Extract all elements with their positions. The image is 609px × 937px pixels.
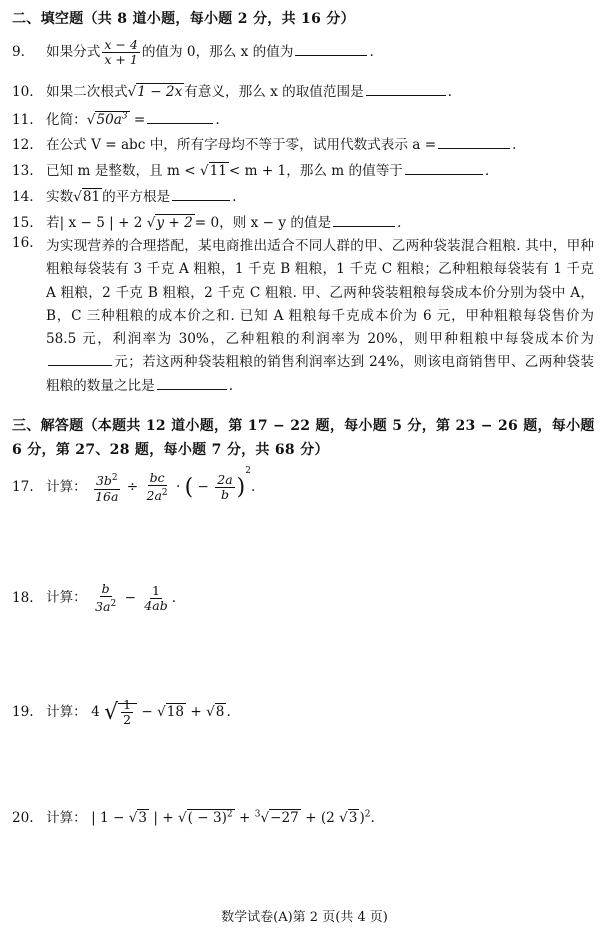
expression-20: | 1 − √3 | + √( − 3)$^2$ + $^3$√−27 + (2 √3 )$^2$. bbox=[91, 809, 375, 826]
question-number: 18. bbox=[12, 589, 34, 606]
question-text: < m + 1，那么 m 的值等于 bbox=[228, 163, 403, 179]
punct: . bbox=[397, 215, 402, 231]
radicand: y + 2 bbox=[156, 215, 193, 231]
question-17 bbox=[12, 466, 255, 504]
question-text: 的平方根是 bbox=[102, 189, 171, 205]
question-text: 有意义，那么 x 的取值范围是 bbox=[184, 84, 364, 100]
expression-17: $\frac{3b^2}{16a}$ ÷ $\frac{bc}{2a^2}$ · ( − $\frac{2a}{b}$ )$^2$. bbox=[95, 466, 256, 504]
question-20 bbox=[12, 806, 375, 826]
question-10 bbox=[12, 80, 452, 100]
question-15 bbox=[12, 211, 401, 231]
question-text: 若| x − 5 | + 2 bbox=[46, 215, 143, 231]
question-number: 9. bbox=[12, 44, 25, 60]
radicand: 1 − 2x bbox=[137, 84, 183, 100]
question-number: 20. bbox=[12, 810, 34, 826]
question-text: 元；若这两种袋装粗粮的销售利润率达到 24%，则该电商销售甲、乙两种袋装粗粮的数量之比是 bbox=[46, 354, 594, 394]
answer-blank[interactable] bbox=[405, 162, 483, 175]
question-19 bbox=[12, 698, 231, 727]
answer-blank[interactable] bbox=[333, 214, 395, 227]
question-text: 如果分式 bbox=[46, 44, 101, 60]
question-number: 14. bbox=[12, 189, 34, 205]
expression-18: $\frac{b}{3a^2}$ − $\frac{1}{4ab}$ . bbox=[95, 581, 177, 615]
question-text: 的值为 0，那么 x 的值为 bbox=[141, 44, 294, 60]
question-number: 11. bbox=[12, 112, 34, 128]
question-18 bbox=[12, 582, 176, 614]
section-3-title: 三、解答题（本题共 12 道小题，第 17 − 22 题，每小题 5 分，第 23 − 26 题，每小题 6 分，第 27、28 题，每小题 7 分，共 68 分） bbox=[12, 418, 595, 458]
question-16-body bbox=[46, 235, 594, 398]
answer-blank[interactable] bbox=[172, 188, 230, 201]
exponent: 3 bbox=[121, 111, 128, 122]
punct: . bbox=[447, 84, 452, 100]
punct: . bbox=[232, 189, 237, 205]
sqrt-icon: √ bbox=[104, 700, 119, 725]
answer-blank[interactable] bbox=[157, 377, 227, 390]
question-number: 13. bbox=[12, 163, 34, 179]
punct: . bbox=[228, 377, 234, 394]
radicand bbox=[95, 111, 129, 128]
question-label: 计算： bbox=[46, 704, 87, 720]
expression-19: 4 √ $\frac{1}{2}$ − √18 + √8 . bbox=[91, 697, 231, 727]
radicand-base: 50a bbox=[96, 112, 122, 128]
answer-blank[interactable] bbox=[295, 43, 367, 56]
answer-blank[interactable] bbox=[147, 111, 213, 124]
question-number: 12. bbox=[12, 137, 34, 153]
question-text: 在公式 V = abc 中，所有字母均不等于零，试用代数式表示 a = bbox=[46, 137, 437, 153]
sqrt-icon: √ bbox=[127, 84, 137, 100]
page-footer: 数学试卷(A)第 2 页(共 4 页) bbox=[221, 910, 388, 925]
question-text: 为实现营养的合理搭配，某电商推出适合不同人群的甲、乙两种袋装混合粗粮. 其中，甲种粗粮每袋装有 3 千克 A 粗粮，1 千克 B 粗粮，1 千克 C 粗粮；乙种粗粮每袋装有 1 千克 A 粗粮，2 千克 B 粗粮，2 千克 C 粗粮. 甲、乙两种袋装粗粮每袋成本价分别为袋中 A，B，C 三种粗粮的成本价之和. 已知 A 粗粮每千克成本价为 6 元，甲种粗粮每袋售价为 58.5 元，利润率为 30%，乙种粗粮的利润率为 20%，则甲种粗粮中每袋成本价为 bbox=[46, 238, 594, 348]
radicand: 11 bbox=[209, 163, 227, 179]
question-13 bbox=[12, 159, 489, 179]
answer-blank[interactable] bbox=[438, 136, 510, 149]
section-2-title: 二、填空题（共 8 道小题，每小题 2 分，共 16 分） bbox=[12, 11, 355, 27]
question-text: 化简： bbox=[46, 112, 87, 128]
punct: . bbox=[215, 112, 220, 128]
question-label: 计算： bbox=[46, 589, 87, 606]
question-number: 17. bbox=[12, 479, 34, 495]
question-16-number: 16. bbox=[12, 235, 34, 251]
sqrt-icon: √ bbox=[73, 189, 82, 205]
sqrt-icon: √ bbox=[195, 163, 209, 179]
answer-blank[interactable] bbox=[48, 353, 112, 366]
equals-sign: = bbox=[129, 112, 146, 128]
answer-blank[interactable] bbox=[366, 83, 446, 96]
question-14 bbox=[12, 185, 236, 205]
question-text: 已知 m 是整数，且 m < bbox=[46, 163, 196, 179]
radicand: 81 bbox=[82, 189, 101, 205]
question-label: 计算： bbox=[46, 810, 87, 826]
punct: . bbox=[369, 44, 374, 60]
question-number: 10. bbox=[12, 84, 34, 100]
question-9 bbox=[12, 38, 374, 67]
fraction-x-minus-4-over-x-plus-1: $\frac{x - 4}{x + 1}$ bbox=[104, 37, 138, 67]
question-text: 实数 bbox=[46, 189, 74, 205]
question-text: = 0，则 x − y 的值是 bbox=[194, 215, 332, 231]
sqrt-icon: √ bbox=[142, 215, 156, 231]
question-label: 计算： bbox=[46, 479, 87, 495]
sqrt-icon: √ bbox=[86, 112, 96, 128]
punct: . bbox=[484, 163, 490, 179]
question-number: 19. bbox=[12, 704, 34, 720]
punct: . bbox=[512, 137, 517, 153]
question-11 bbox=[12, 108, 220, 128]
question-number: 15. bbox=[12, 215, 34, 231]
question-text: 如果二次根式 bbox=[46, 84, 128, 100]
question-12 bbox=[12, 133, 516, 153]
